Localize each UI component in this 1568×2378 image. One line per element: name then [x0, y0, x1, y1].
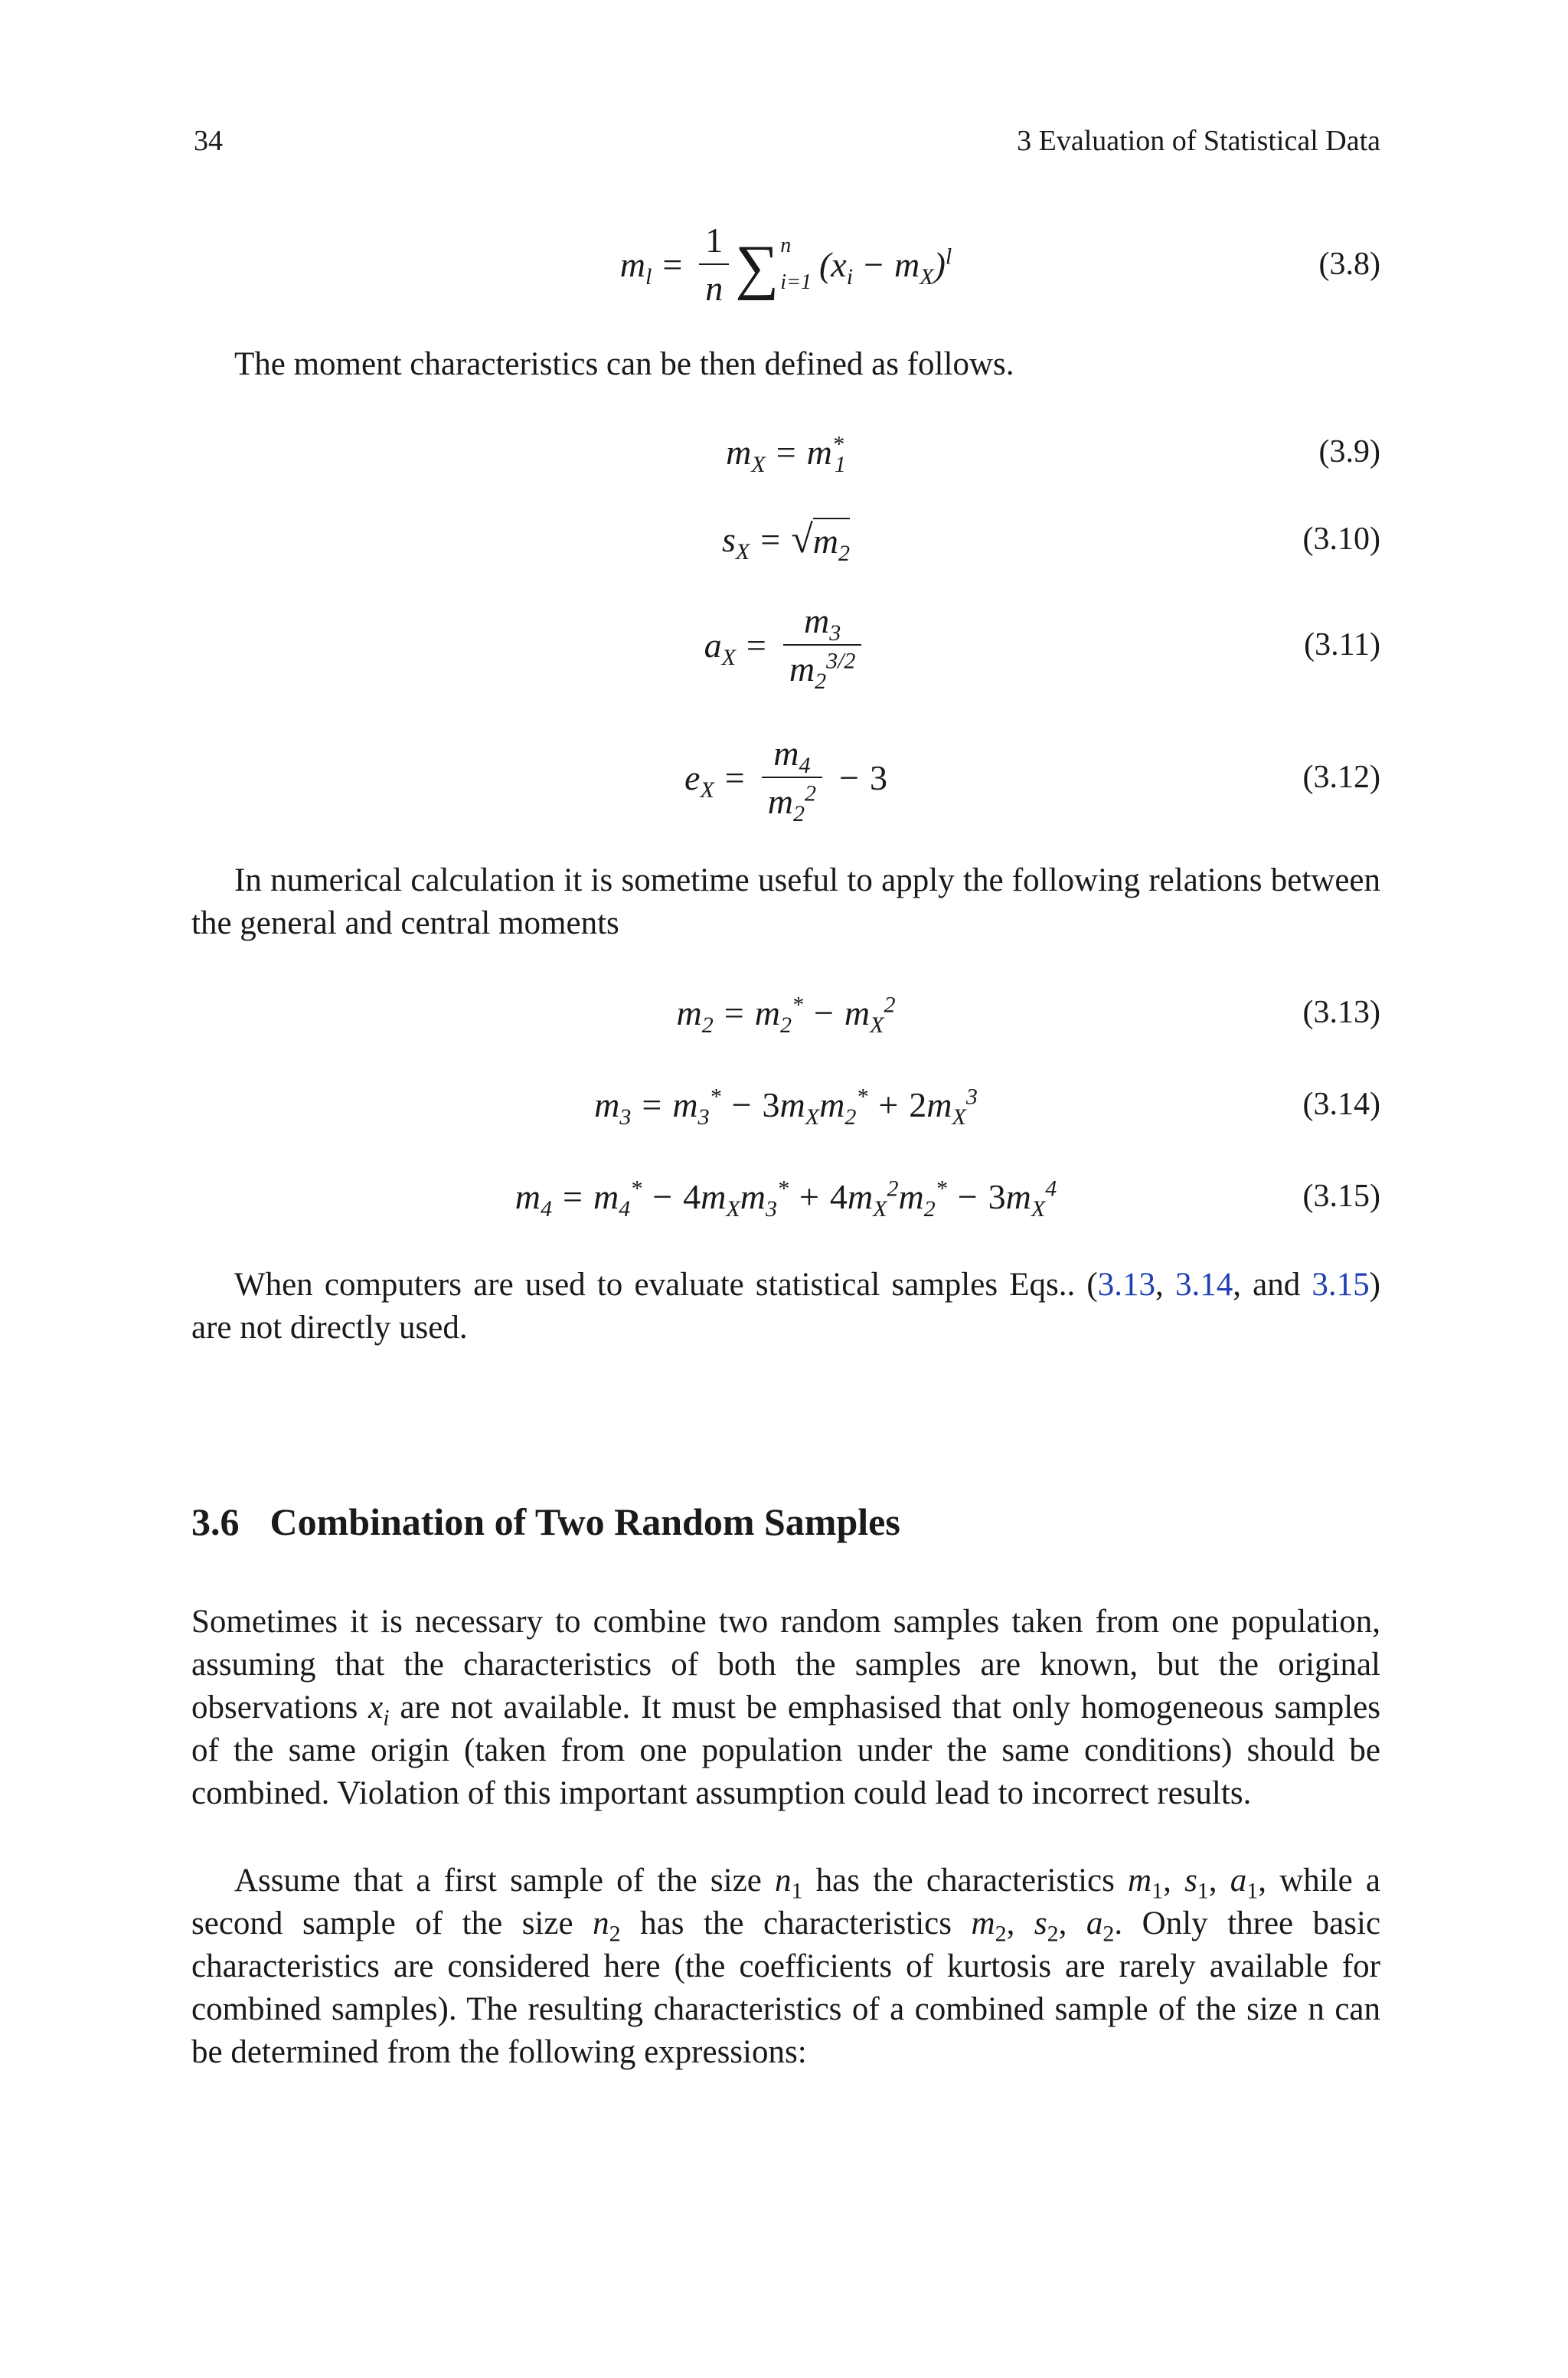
section-number: 3.6: [191, 1500, 240, 1543]
equation-number: (3.10): [1302, 522, 1380, 557]
equation-3-11: $a_X$ = $\frac{m_3}{m_2^{3/2}}$ (3.11): [704, 601, 1380, 695]
computers-text-tail: ) are not directly used.: [191, 1267, 1380, 1346]
equation-number: (3.9): [1318, 434, 1380, 469]
section-title: Combination of Two Random Samples: [270, 1500, 900, 1543]
equation-3-12: $e_X$ = $\frac{m_4}{m_2^2}$ − 3 (3.12): [684, 734, 1380, 827]
equation-number: (3.8): [1318, 247, 1380, 282]
equation-3-10: $s_X$ = √ $m_2$ (3.10): [722, 517, 1380, 566]
equation-3-9: $m_X$ = $m^*_1$ (3.9): [726, 431, 1380, 477]
numerical-note-text: In numerical calculation it is sometime useful to apply the following relations between the general and central moments: [191, 862, 1380, 941]
equation-number: (3.13): [1302, 995, 1380, 1030]
computers-text-lead: When computers are used to evaluate statistical samples Eqs.. (: [234, 1267, 1098, 1303]
equation-number: (3.11): [1304, 627, 1380, 662]
computers-paragraph: When computers are used to evaluate statistical samples Eqs.. (3.13, 3.14, and 3.15) are not directly used.: [191, 1267, 1380, 1346]
equation-3-15: $m_4$ = $m_4^*$ − $4m_Xm_3^*$ + $4m_X^2m_2^*$ − $3m_X^4$ (3.15): [514, 1176, 1380, 1222]
body-paragraph-1: Sometimes it is necessary to combine two random samples taken from one population, assuming that the characteristics of both the samples are known, but the original observations $x_i$ are not available. It must be emphasised that only homogeneous samples of the same origin (taken from one population under the same conditions) should be combined. Violation of this important assumption could lead to incorrect results.: [191, 1604, 1380, 1811]
running-header: 3 Evaluation of Statistical Data: [1017, 125, 1380, 157]
section-heading: [191, 1500, 900, 1544]
page-number: 34: [194, 125, 223, 157]
equation-3-13: $m_2$ = $m_2^*$ − $m_X^2$ (3.13): [676, 992, 1380, 1038]
equation-number: (3.14): [1302, 1087, 1380, 1122]
equation-link-3-13[interactable]: 3.13: [1097, 1267, 1155, 1303]
moment-intro-text: The moment characteristics can be then defined as follows.: [234, 346, 1014, 382]
equation-link-3-15[interactable]: 3.15: [1312, 1267, 1370, 1303]
equation-3-14: $m_3$ = $m_3^*$ − $3m_Xm_2^*$ + $2m_X^3$ (3.14): [594, 1084, 1380, 1130]
body-paragraph-2: Assume that a first sample of the size $n_1$ has the characteristics $m_1$, $s_1$, $a_1$, while a second sample of the size $n_2$ has the characteristics $m_2$, $s_2$, $a_2$. Only three basic characteristics are considered here (the coefficients of kurtosis are rarely available for combined samples). The resulting characteristics of a combined sample of the size n can be determined from the following expressions:: [191, 1863, 1381, 2070]
equation-number: (3.15): [1302, 1179, 1380, 1214]
equation-link-3-14[interactable]: 3.14: [1174, 1267, 1233, 1303]
equation-3-8: $m_l$ = $\frac{1}{n}$ ∑ n i=1 $(x_i - m_X)^l$ (3.8): [619, 221, 1380, 308]
equation-number: (3.12): [1302, 760, 1380, 795]
